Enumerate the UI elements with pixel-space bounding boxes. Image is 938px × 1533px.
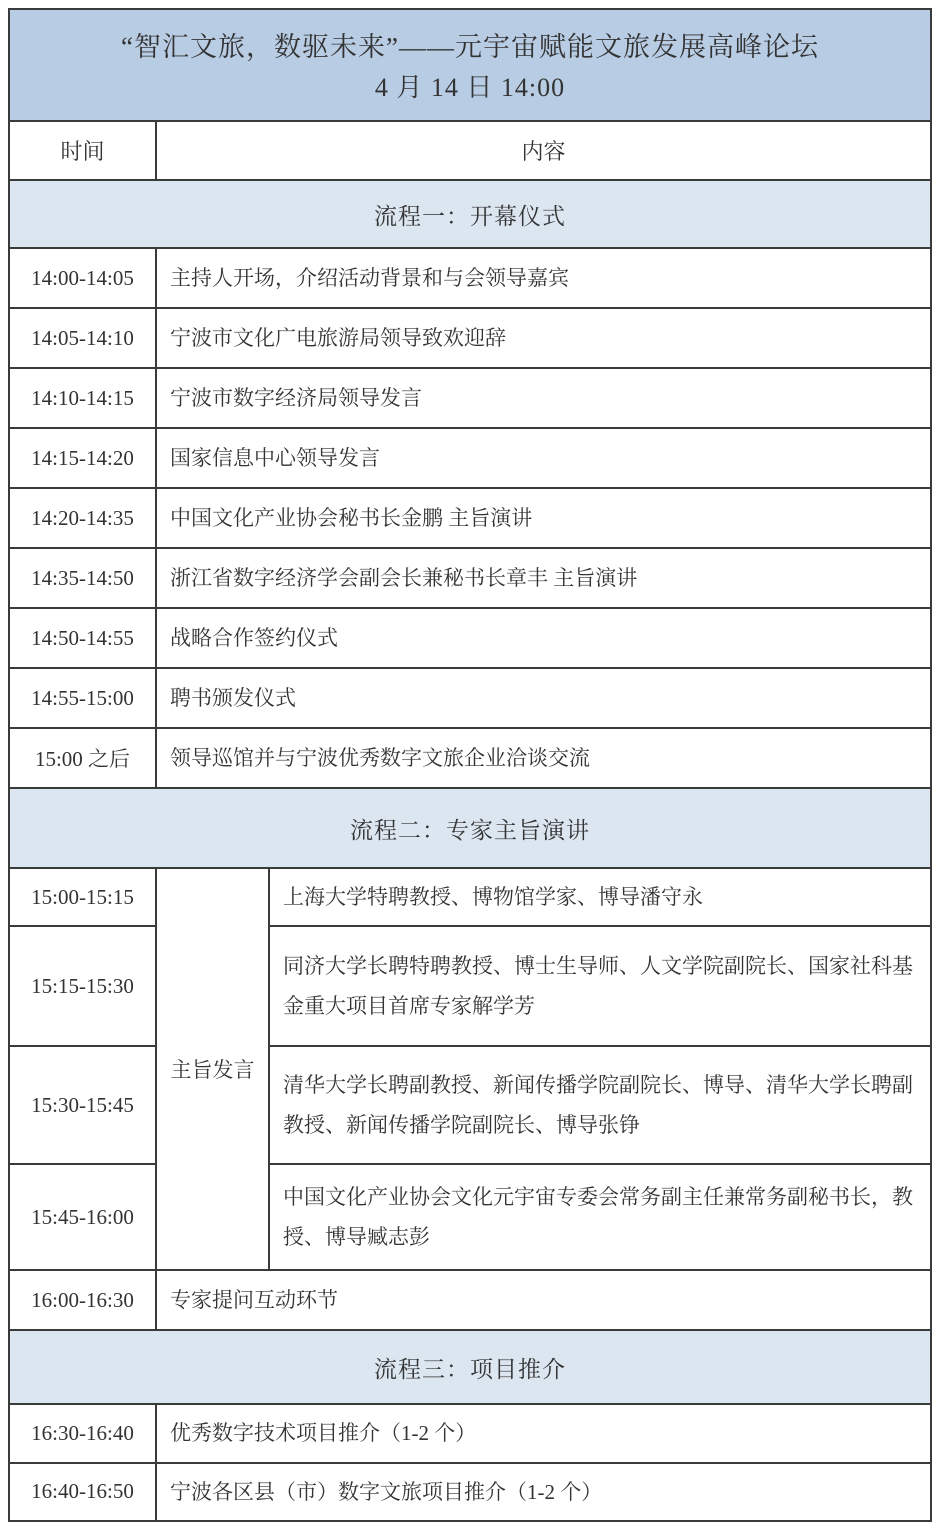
table-row <box>9 668 931 728</box>
section-header-row <box>9 1330 931 1404</box>
content-cell: 浙江省数字经济学会副会长兼秘书长章丰 主旨演讲 <box>156 548 931 608</box>
section-2-header: 流程二：专家主旨演讲 <box>9 788 931 868</box>
time-cell: 14:10-14:15 <box>9 368 156 428</box>
content-cell: 清华大学长聘副教授、新闻传播学院副院长、博导、清华大学长聘副教授、新闻传播学院副院长、博导张铮 <box>269 1046 931 1164</box>
title-row <box>9 9 931 121</box>
time-cell: 14:20-14:35 <box>9 488 156 548</box>
content-cell: 战略合作签约仪式 <box>156 608 931 668</box>
section-3-header: 流程三：项目推介 <box>9 1330 931 1404</box>
forum-datetime: 4 月 14 日 14:00 <box>374 73 566 102</box>
time-cell: 16:40-16:50 <box>9 1463 156 1521</box>
time-cell: 15:30-15:45 <box>9 1046 156 1164</box>
content-cell: 专家提问互动环节 <box>156 1270 931 1330</box>
section-header-row <box>9 180 931 248</box>
time-cell: 15:00 之后 <box>9 728 156 788</box>
time-cell: 14:05-14:10 <box>9 308 156 368</box>
content-cell: 上海大学特聘教授、博物馆学家、博导潘守永 <box>269 868 931 926</box>
time-cell: 14:35-14:50 <box>9 548 156 608</box>
content-cell: 中国文化产业协会秘书长金鹏 主旨演讲 <box>156 488 931 548</box>
table-row <box>9 728 931 788</box>
content-cell: 领导巡馆并与宁波优秀数字文旅企业洽谈交流 <box>156 728 931 788</box>
time-cell: 15:15-15:30 <box>9 926 156 1046</box>
column-header-row <box>9 121 931 180</box>
content-cell: 宁波市文化广电旅游局领导致欢迎辞 <box>156 308 931 368</box>
table-row <box>9 926 931 1046</box>
table-row <box>9 608 931 668</box>
time-cell: 15:00-15:15 <box>9 868 156 926</box>
agenda-table <box>8 8 932 1522</box>
table-row <box>9 548 931 608</box>
group-label-cell: 主旨发言 <box>156 868 269 1270</box>
table-row <box>9 868 931 926</box>
forum-title: “智汇文旅，数驱未来”——元宇宙赋能文旅发展高峰论坛 <box>121 32 819 62</box>
table-row <box>9 1164 931 1270</box>
table-row <box>9 368 931 428</box>
content-cell: 主持人开场，介绍活动背景和与会领导嘉宾 <box>156 248 931 308</box>
title-cell <box>9 9 931 121</box>
content-cell: 同济大学长聘特聘教授、博士生导师、人文学院副院长、国家社科基金重大项目首席专家解学芳 <box>269 926 931 1046</box>
time-cell: 14:00-14:05 <box>9 248 156 308</box>
content-cell: 国家信息中心领导发言 <box>156 428 931 488</box>
table-row <box>9 1463 931 1521</box>
table-row <box>9 248 931 308</box>
time-cell: 16:00-16:30 <box>9 1270 156 1330</box>
col-header-time: 时间 <box>9 121 156 180</box>
table-row <box>9 308 931 368</box>
col-header-content: 内容 <box>156 121 931 180</box>
section-1-header: 流程一：开幕仪式 <box>9 180 931 248</box>
time-cell: 15:45-16:00 <box>9 1164 156 1270</box>
table-row <box>9 428 931 488</box>
time-cell: 16:30-16:40 <box>9 1404 156 1462</box>
table-row <box>9 1046 931 1164</box>
content-cell: 宁波市数字经济局领导发言 <box>156 368 931 428</box>
time-cell: 14:15-14:20 <box>9 428 156 488</box>
content-cell: 宁波各区县（市）数字文旅项目推介（1-2 个） <box>156 1463 931 1521</box>
table-row <box>9 1270 931 1330</box>
content-cell: 聘书颁发仪式 <box>156 668 931 728</box>
content-cell: 优秀数字技术项目推介（1-2 个） <box>156 1404 931 1462</box>
content-cell: 中国文化产业协会文化元宇宙专委会常务副主任兼常务副秘书长，教授、博导臧志彭 <box>269 1164 931 1270</box>
section-header-row <box>9 788 931 868</box>
time-cell: 14:55-15:00 <box>9 668 156 728</box>
table-row <box>9 488 931 548</box>
table-row <box>9 1404 931 1462</box>
time-cell: 14:50-14:55 <box>9 608 156 668</box>
